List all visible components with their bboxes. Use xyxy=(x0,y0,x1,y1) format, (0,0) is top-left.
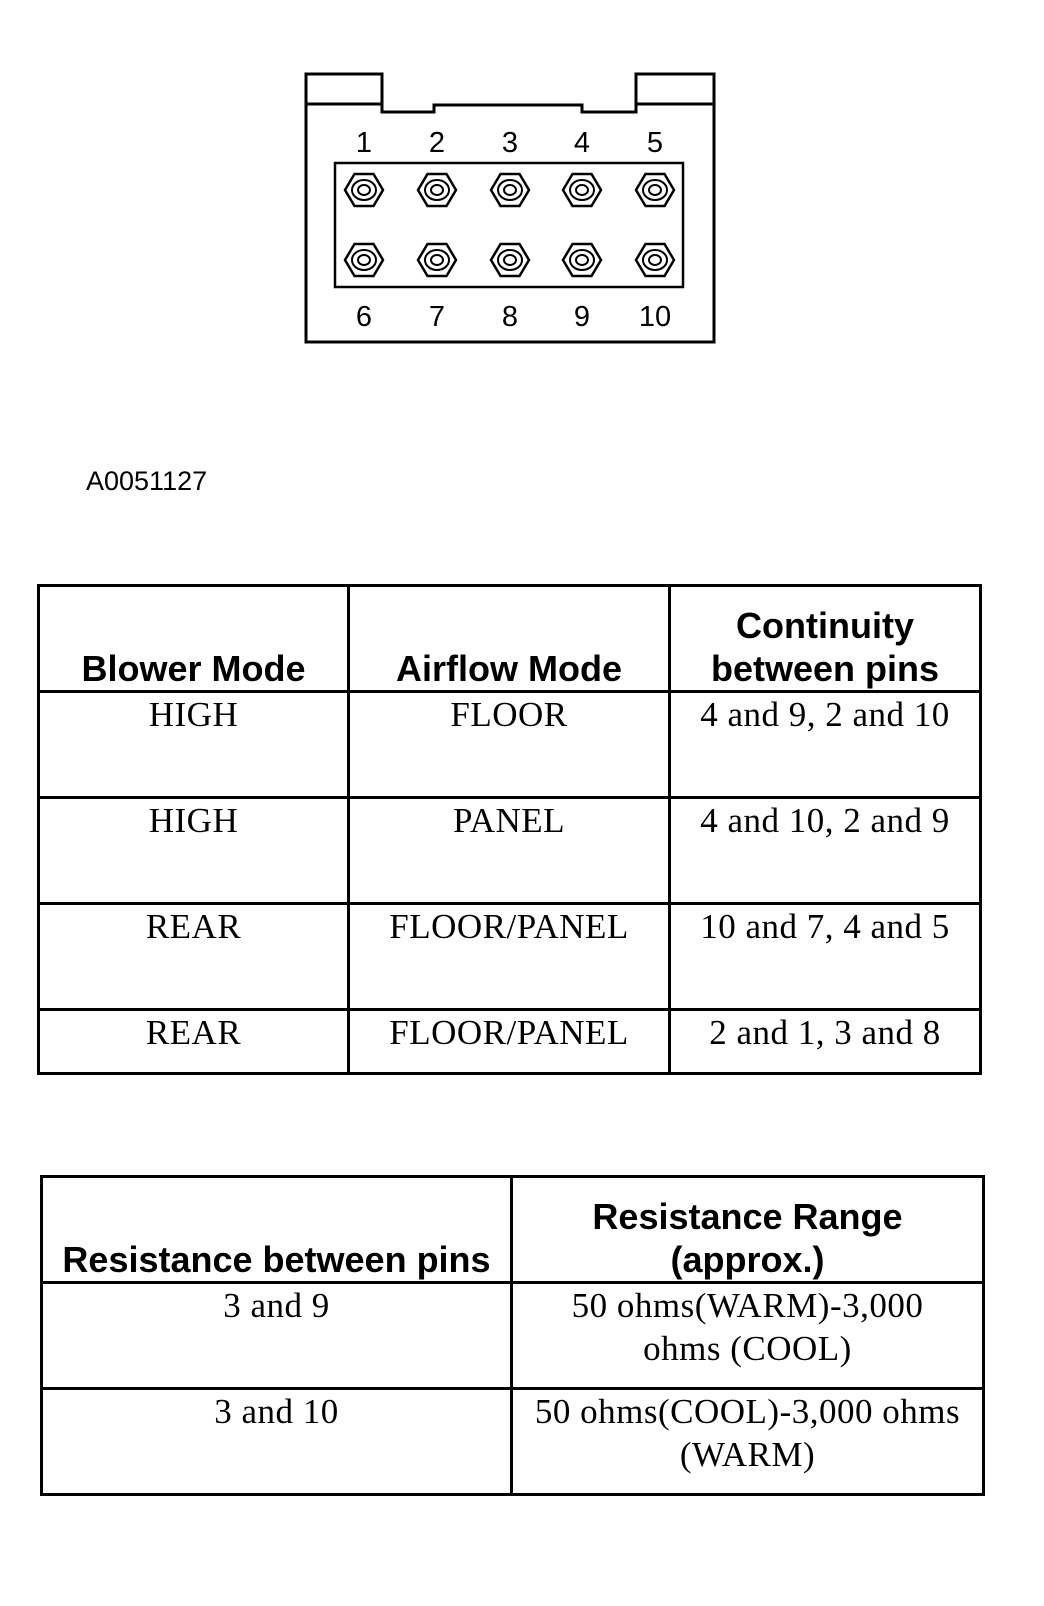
connector-diagram xyxy=(0,0,1044,360)
table-row xyxy=(42,1283,984,1389)
pin-number-label: 8 xyxy=(501,301,519,333)
pin-terminal xyxy=(563,244,601,276)
pin-terminal xyxy=(491,244,529,276)
cell-resistance-range: 50 ohms(WARM)-3,000 ohms (COOL) xyxy=(512,1283,984,1389)
cell-blower-mode: HIGH xyxy=(39,692,349,798)
pin-number-label: 2 xyxy=(428,127,446,159)
cell-continuity: 4 and 10, 2 and 9 xyxy=(670,798,981,904)
pin-terminal xyxy=(418,244,456,276)
header-resistance-range: Resistance Range (approx.) xyxy=(512,1177,984,1283)
table-row xyxy=(39,904,981,1010)
pin-number-label: 10 xyxy=(638,301,672,333)
cell-airflow-mode: FLOOR/PANEL xyxy=(349,1010,670,1074)
table-header-row xyxy=(39,586,981,692)
pin-number-label: 4 xyxy=(573,127,591,159)
cell-resistance-pins: 3 and 10 xyxy=(42,1389,512,1495)
pin-number-label: 1 xyxy=(355,127,373,159)
cell-airflow-mode: FLOOR/PANEL xyxy=(349,904,670,1010)
resistance-table xyxy=(40,1175,985,1496)
cell-airflow-mode: FLOOR xyxy=(349,692,670,798)
pin-terminal xyxy=(563,174,601,206)
pin-terminal xyxy=(636,244,674,276)
table-header-row xyxy=(42,1177,984,1283)
cell-resistance-pins: 3 and 9 xyxy=(42,1283,512,1389)
header-airflow-mode: Airflow Mode xyxy=(349,586,670,692)
header-blower-mode: Blower Mode xyxy=(39,586,349,692)
pin-terminal xyxy=(418,174,456,206)
cell-blower-mode: HIGH xyxy=(39,798,349,904)
table-row xyxy=(39,692,981,798)
cell-blower-mode: REAR xyxy=(39,904,349,1010)
cell-continuity: 10 and 7, 4 and 5 xyxy=(670,904,981,1010)
pin-terminal xyxy=(345,244,383,276)
table-row xyxy=(39,1010,981,1074)
header-resistance-pins: Resistance between pins xyxy=(42,1177,512,1283)
cell-resistance-range: 50 ohms(COOL)-3,000 ohms (WARM) xyxy=(512,1389,984,1495)
pin-number-label: 6 xyxy=(355,301,373,333)
pin-number-label: 3 xyxy=(501,127,519,159)
cell-continuity: 4 and 9, 2 and 10 xyxy=(670,692,981,798)
pin-number-label: 5 xyxy=(646,127,664,159)
pin-terminal xyxy=(491,174,529,206)
cell-airflow-mode: PANEL xyxy=(349,798,670,904)
pin-number-label: 9 xyxy=(573,301,591,333)
cell-continuity: 2 and 1, 3 and 8 xyxy=(670,1010,981,1074)
pin-number-label: 7 xyxy=(428,301,446,333)
cell-blower-mode: REAR xyxy=(39,1010,349,1074)
table-row xyxy=(42,1389,984,1495)
continuity-table xyxy=(37,584,982,1075)
pin-terminal xyxy=(345,174,383,206)
table-row xyxy=(39,798,981,904)
figure-id: A0051127 xyxy=(86,466,208,496)
header-continuity: Continuity between pins xyxy=(670,586,981,692)
pin-terminal xyxy=(636,174,674,206)
pin-cavity xyxy=(335,163,683,287)
